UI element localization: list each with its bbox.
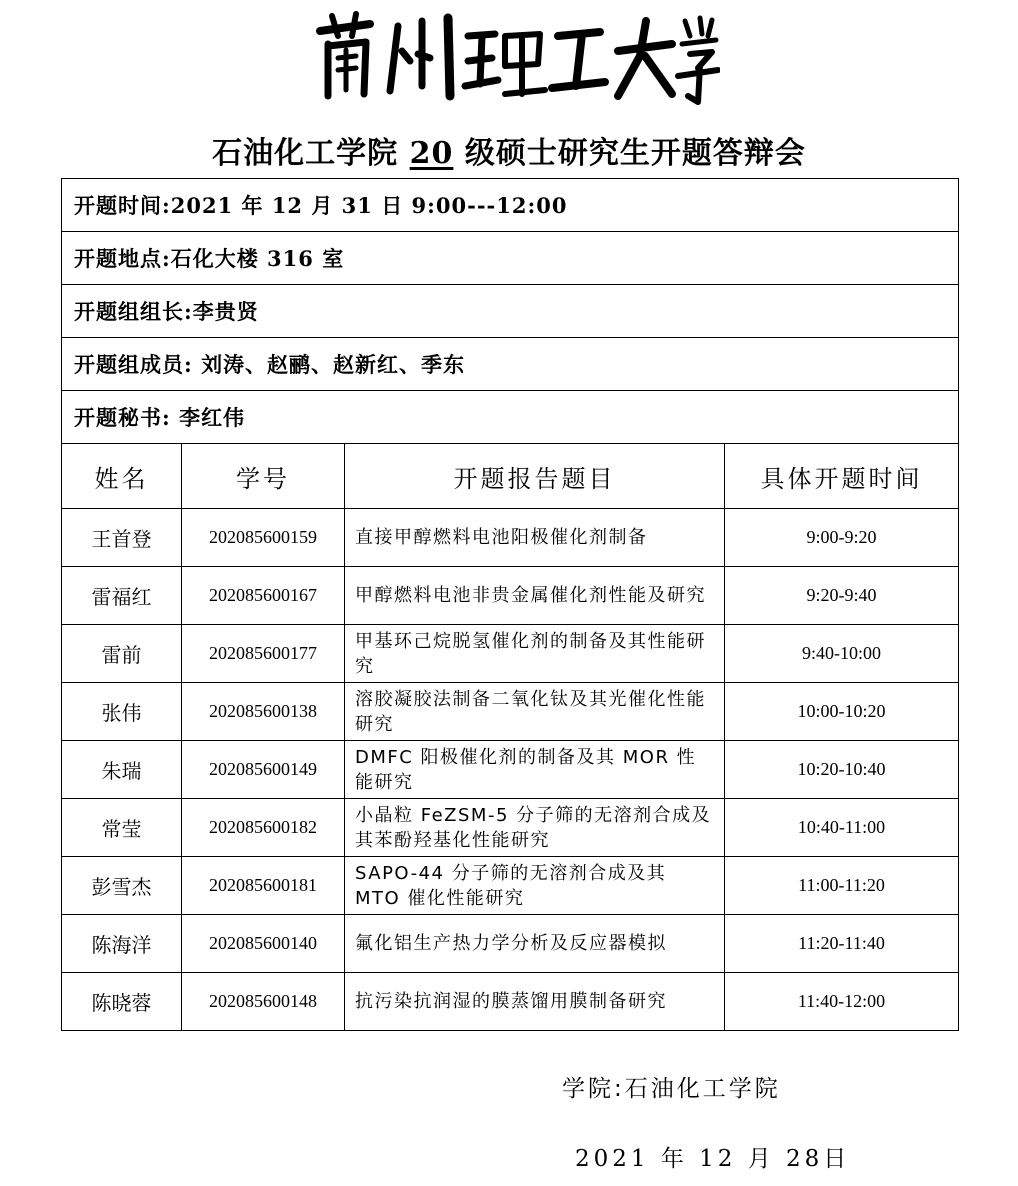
student-name: 雷前 xyxy=(62,625,182,683)
time-slot: 10:40-11:00 xyxy=(725,799,959,857)
report-topic: 甲基环己烷脱氢催化剂的制备及其性能研究 xyxy=(345,625,725,683)
info-members: 开题组成员: 刘涛、赵鹂、赵新红、季东 xyxy=(62,338,959,391)
student-name: 朱瑞 xyxy=(62,741,182,799)
table-row xyxy=(62,625,959,683)
student-name: 雷福红 xyxy=(62,567,182,625)
time-slot: 10:20-10:40 xyxy=(725,741,959,799)
title-school: 石油化工学院 xyxy=(212,136,399,171)
info-leader: 开题组组长:李贵贤 xyxy=(62,285,959,338)
column-header: 学号 xyxy=(182,444,345,509)
student-id: 202085600148 xyxy=(182,973,345,1031)
column-header: 开题报告题目 xyxy=(345,444,725,509)
report-topic: 氟化铝生产热力学分析及反应器模拟 xyxy=(345,915,725,973)
student-id: 202085600181 xyxy=(182,857,345,915)
time-slot: 11:00-11:20 xyxy=(725,857,959,915)
calligraphy-logo-icon xyxy=(300,6,720,106)
schedule-table xyxy=(61,178,959,1031)
table-row xyxy=(62,915,959,973)
info-place: 开题地点:石化大楼 316 室 xyxy=(62,232,959,285)
report-topic: DMFC 阳极催化剂的制备及其 MOR 性能研究 xyxy=(345,741,725,799)
student-name: 常莹 xyxy=(62,799,182,857)
report-topic: SAPO-44 分子筛的无溶剂合成及其 MTO 催化性能研究 xyxy=(345,857,725,915)
table-row xyxy=(62,741,959,799)
report-topic: 抗污染抗润湿的膜蒸馏用膜制备研究 xyxy=(345,973,725,1031)
student-id: 202085600140 xyxy=(182,915,345,973)
table-row xyxy=(62,857,959,915)
time-slot: 11:20-11:40 xyxy=(725,915,959,973)
table-row xyxy=(62,973,959,1031)
title-rest: 级硕士研究生开题答辩会 xyxy=(464,136,806,171)
title-grade: 20 xyxy=(409,136,454,171)
time-slot: 9:20-9:40 xyxy=(725,567,959,625)
student-id: 202085600177 xyxy=(182,625,345,683)
student-name: 陈海洋 xyxy=(62,915,182,973)
time-slot: 9:00-9:20 xyxy=(725,509,959,567)
student-id: 202085600138 xyxy=(182,683,345,741)
table-row xyxy=(62,567,959,625)
report-topic: 溶胶凝胶法制备二氧化钛及其光催化性能研究 xyxy=(345,683,725,741)
table-row xyxy=(62,799,959,857)
table-row xyxy=(62,683,959,741)
column-header: 具体开题时间 xyxy=(725,444,959,509)
report-topic: 直接甲醇燃料电池阳极催化剂制备 xyxy=(345,509,725,567)
report-topic: 甲醇燃料电池非贵金属催化剂性能及研究 xyxy=(345,567,725,625)
report-topic: 小晶粒 FeZSM-5 分子筛的无溶剂合成及其苯酚羟基化性能研究 xyxy=(345,799,725,857)
page-title xyxy=(0,128,1018,172)
table-row xyxy=(62,509,959,567)
table-header-row xyxy=(62,444,959,509)
university-logo xyxy=(300,6,720,106)
info-time: 开题时间:2021 年 12 月 31 日 9:00---12:00 xyxy=(62,179,959,232)
student-id: 202085600159 xyxy=(182,509,345,567)
footer-date: 2021 年 12 月 28日 xyxy=(575,1146,851,1172)
time-slot: 9:40-10:00 xyxy=(725,625,959,683)
student-name: 陈晓蓉 xyxy=(62,973,182,1031)
footer-school: 学院:石油化工学院 xyxy=(562,1076,781,1102)
time-slot: 10:00-10:20 xyxy=(725,683,959,741)
student-name: 张伟 xyxy=(62,683,182,741)
student-id: 202085600182 xyxy=(182,799,345,857)
time-slot: 11:40-12:00 xyxy=(725,973,959,1031)
student-name: 彭雪杰 xyxy=(62,857,182,915)
column-header: 姓名 xyxy=(62,444,182,509)
student-id: 202085600149 xyxy=(182,741,345,799)
student-id: 202085600167 xyxy=(182,567,345,625)
student-name: 王首登 xyxy=(62,509,182,567)
info-secretary: 开题秘书: 李红伟 xyxy=(62,391,959,444)
